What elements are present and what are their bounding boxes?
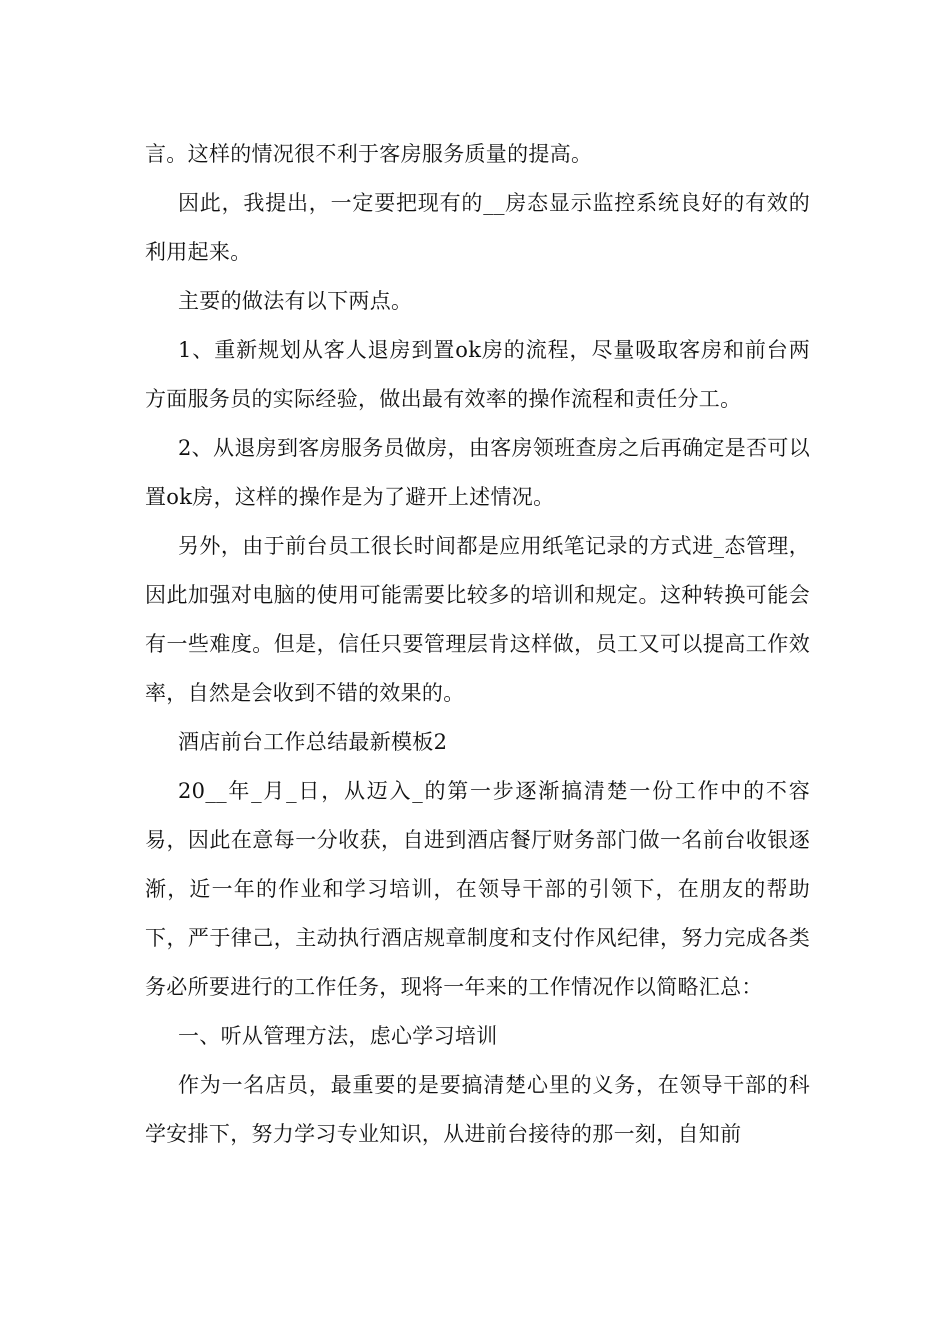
- paragraph-intro: 20__年_月_日，从迈入_的第一步逐渐搞清楚一份工作中的不容易，因此在意每一分收获，自进到酒店餐厅财务部门做一名前台收银逐渐，近一年的作业和学习培训，在领导干部的引领下，在朋友的帮助下，严于律己，主动执行酒店规章制度和支付作风纪律，努力完成各类务必所要进行的工作任务，现将一年来的工作情况作以简略汇总：: [145, 779, 810, 999]
- paragraph-duties: 作为一名店员，最重要的是要搞清楚心里的义务，在领导干部的科学安排下，努力学习专业知识，从进前台接待的那一刻，自知前: [145, 1073, 810, 1146]
- section-heading-1: 一、听从管理方法，虑心学习培训: [178, 1024, 498, 1048]
- paragraph-additional: 另外，由于前台员工很长时间都是应用纸笔记录的方式进_态管理，因此加强对电脑的使用可能需要比较多的培训和规定。这种转换可能会有一些难度。但是，信任只要管理层肯这样做，员工又可以提高工作效率，自然是会收到不错的效果的。: [145, 534, 810, 705]
- paragraph-method-2: 2、从退房到客房服务员做房，由客房领班查房之后再确定是否可以置ok房，这样的操作是为了避开上述情况。: [145, 436, 810, 509]
- paragraph-continuation: 言。这样的情况很不利于客房服务质量的提高。: [145, 142, 593, 166]
- paragraph-method-1: 1、重新规划从客人退房到置ok房的流程，尽量吸取客房和前台两方面服务员的实际经验，做出最有效率的操作流程和责任分工。: [145, 338, 810, 411]
- document-body: [145, 130, 810, 1159]
- paragraph-proposal: 因此，我提出，一定要把现有的__房态显示监控系统良好的有效的利用起来。: [145, 191, 810, 264]
- section-title: 酒店前台工作总结最新模板2: [178, 730, 448, 754]
- paragraph-methods-intro: 主要的做法有以下两点。: [178, 289, 413, 313]
